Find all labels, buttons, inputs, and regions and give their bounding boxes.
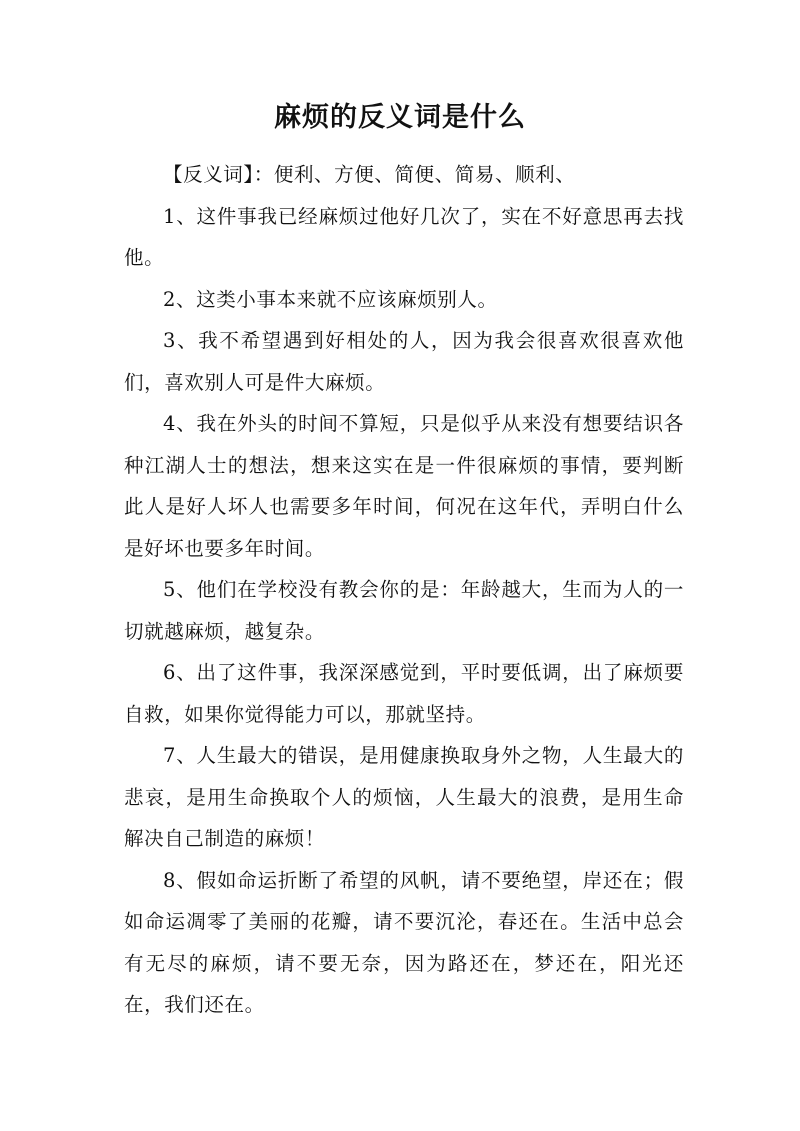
paragraph-example-4: 4、我在外头的时间不算短，只是似乎从来没有想要结识各种江湖人士的想法，想来这实在是一件很麻烦的事情，要判断此人是好人坏人也需要多年时间，何况在这年代，弄明白什么是好坏也要多年时间。 — [124, 412, 684, 560]
paragraph-example-8: 8、假如命运折断了希望的风帆，请不要绝望，岸还在；假如命运凋零了美丽的花瓣，请不要沉沦，春还在。生活中总会有无尽的麻烦，请不要无奈，因为路还在，梦还在，阳光还在，我们还在。 — [124, 868, 684, 1016]
paragraph-example-7: 7、人生最大的错误，是用健康换取身外之物，人生最大的悲哀，是用生命换取个人的烦恼，人生最大的浪费，是用生命解决自己制造的麻烦！ — [124, 744, 684, 850]
paragraph-antonyms: 【反义词】：便利、方便、简便、简易、顺利、 — [163, 163, 576, 186]
paragraph-example-3: 3、我不希望遇到好相处的人，因为我会很喜欢很喜欢他们，喜欢别人可是件大麻烦。 — [124, 329, 684, 394]
paragraph-example-2: 2、这类小事本来就不应该麻烦别人。 — [163, 287, 498, 311]
document-body — [124, 154, 684, 1026]
paragraph-example-5: 5、他们在学校没有教会你的是：年龄越大，生而为人的一切就越麻烦，越复杂。 — [124, 578, 684, 643]
paragraph-example-6: 6、出了这件事，我深深感觉到，平时要低调，出了麻烦要自救，如果你觉得能力可以，那就坚持。 — [124, 661, 684, 726]
page-title: 麻烦的反义词是什么 — [274, 102, 526, 133]
paragraph-example-1: 1、这件事我已经麻烦过他好几次了，实在不好意思再去找他。 — [124, 204, 684, 269]
